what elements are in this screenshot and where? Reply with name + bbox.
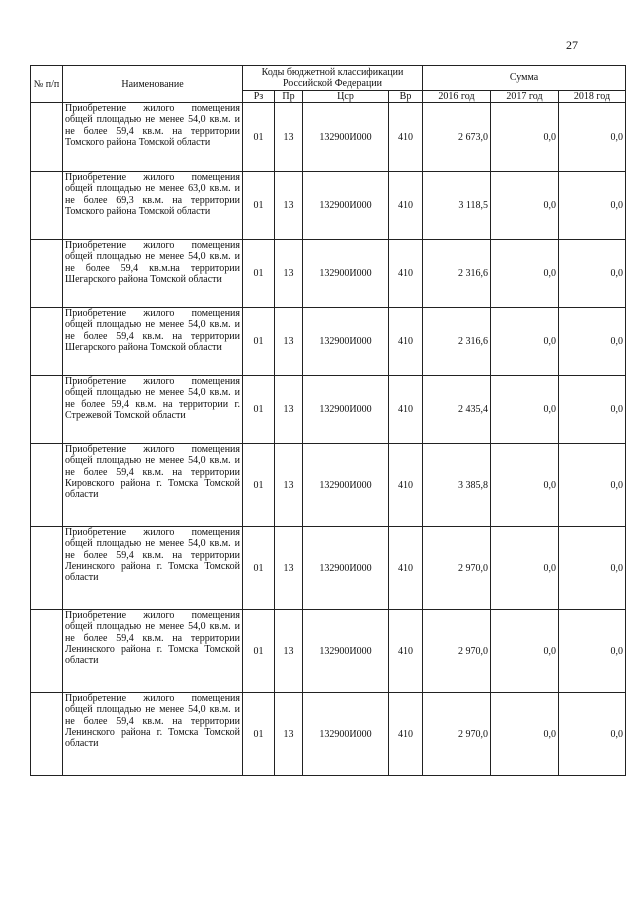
row-rz: 01 [243, 693, 275, 776]
row-num [31, 240, 63, 308]
header-2017: 2017 год [491, 91, 559, 103]
row-2016: 2 970,0 [423, 610, 491, 693]
row-rz: 01 [243, 172, 275, 240]
row-vr: 410 [389, 527, 423, 610]
row-pr: 13 [275, 693, 303, 776]
row-rz: 01 [243, 444, 275, 527]
row-vr: 410 [389, 308, 423, 376]
row-vr: 410 [389, 693, 423, 776]
row-2018: 0,0 [559, 308, 626, 376]
header-sum-group: Сумма [423, 66, 626, 91]
row-name: Приобретение жилого помещения общей площадью не менее 54,0 кв.м. и не более 59,4 кв.м. на территории Кировского района г. Томска Томской области [63, 444, 243, 527]
row-name: Приобретение жилого помещения общей площадью не менее 54,0 кв.м. и не более 59,4 кв.м. на территории Ленинского района г. Томска Томской области [63, 693, 243, 776]
row-pr: 13 [275, 172, 303, 240]
row-num [31, 376, 63, 444]
row-vr: 410 [389, 103, 423, 172]
header-name: Наименование [63, 66, 243, 103]
row-csr: 132900И000 [303, 103, 389, 172]
page-number: 27 [566, 38, 578, 52]
row-rz: 01 [243, 376, 275, 444]
row-num [31, 444, 63, 527]
row-num [31, 103, 63, 172]
row-2017: 0,0 [491, 172, 559, 240]
row-2017: 0,0 [491, 376, 559, 444]
row-2018: 0,0 [559, 693, 626, 776]
row-rz: 01 [243, 308, 275, 376]
budget-table [30, 65, 626, 776]
row-pr: 13 [275, 527, 303, 610]
table-row [31, 693, 626, 776]
row-2016: 3 118,5 [423, 172, 491, 240]
row-num [31, 693, 63, 776]
header-2018: 2018 год [559, 91, 626, 103]
row-pr: 13 [275, 376, 303, 444]
row-rz: 01 [243, 103, 275, 172]
header-rz: Рз [243, 91, 275, 103]
row-2016: 2 316,6 [423, 240, 491, 308]
row-pr: 13 [275, 444, 303, 527]
row-name: Приобретение жилого помещения общей площадью не менее 63,0 кв.м. и не более 69,3 кв.м. на территории Томского района Томской области [63, 172, 243, 240]
table-row [31, 527, 626, 610]
header-2016: 2016 год [423, 91, 491, 103]
row-vr: 410 [389, 444, 423, 527]
row-2018: 0,0 [559, 444, 626, 527]
row-2016: 3 385,8 [423, 444, 491, 527]
row-csr: 132900И000 [303, 308, 389, 376]
header-pr: Пр [275, 91, 303, 103]
row-rz: 01 [243, 240, 275, 308]
table-row [31, 172, 626, 240]
row-2017: 0,0 [491, 444, 559, 527]
table-row [31, 610, 626, 693]
row-csr: 132900И000 [303, 610, 389, 693]
row-name: Приобретение жилого помещения общей площадью не менее 54,0 кв.м. и не более 59,4 кв.м. на территории Шегарского района Томской области [63, 308, 243, 376]
row-vr: 410 [389, 172, 423, 240]
row-name: Приобретение жилого помещения общей площадью не менее 54,0 кв.м. и не более 59,4 кв.м. на территории Ленинского района г. Томска Томской области [63, 527, 243, 610]
row-csr: 132900И000 [303, 172, 389, 240]
header-csr: Цср [303, 91, 389, 103]
row-csr: 132900И000 [303, 240, 389, 308]
table-row [31, 103, 626, 172]
row-2016: 2 435,4 [423, 376, 491, 444]
row-2017: 0,0 [491, 103, 559, 172]
row-csr: 132900И000 [303, 693, 389, 776]
row-2018: 0,0 [559, 172, 626, 240]
row-2016: 2 316,6 [423, 308, 491, 376]
row-2017: 0,0 [491, 610, 559, 693]
table-row [31, 376, 626, 444]
row-name: Приобретение жилого помещения общей площадью не менее 54,0 кв.м. и не более 59,4 кв.м.на территории Шегарского района Томской области [63, 240, 243, 308]
table-row [31, 240, 626, 308]
row-name: Приобретение жилого помещения общей площадью не менее 54,0 кв.м. и не более 59,4 кв.м. на территории Ленинского района г. Томска Томской области [63, 610, 243, 693]
row-2016: 2 970,0 [423, 527, 491, 610]
header-row-top [31, 66, 626, 91]
header-codes-group: Коды бюджетной классификации Российской Федерации [243, 66, 423, 91]
row-2017: 0,0 [491, 527, 559, 610]
row-vr: 410 [389, 376, 423, 444]
table-row [31, 444, 626, 527]
row-2018: 0,0 [559, 376, 626, 444]
row-2018: 0,0 [559, 103, 626, 172]
row-num [31, 308, 63, 376]
row-rz: 01 [243, 610, 275, 693]
row-num [31, 610, 63, 693]
row-2017: 0,0 [491, 308, 559, 376]
row-name: Приобретение жилого помещения общей площадью не менее 54,0 кв.м. и не более 59,4 кв.м. на территории г. Стрежевой Томской области [63, 376, 243, 444]
row-num [31, 527, 63, 610]
header-num: № п/п [31, 66, 63, 103]
row-2016: 2 673,0 [423, 103, 491, 172]
row-vr: 410 [389, 240, 423, 308]
row-2018: 0,0 [559, 610, 626, 693]
row-pr: 13 [275, 308, 303, 376]
row-csr: 132900И000 [303, 376, 389, 444]
row-vr: 410 [389, 610, 423, 693]
row-name: Приобретение жилого помещения общей площадью не менее 54,0 кв.м. и не более 59,4 кв.м. на территории Томского района Томской области [63, 103, 243, 172]
row-2017: 0,0 [491, 693, 559, 776]
row-pr: 13 [275, 610, 303, 693]
row-pr: 13 [275, 103, 303, 172]
row-csr: 132900И000 [303, 527, 389, 610]
header-vr: Вр [389, 91, 423, 103]
row-2017: 0,0 [491, 240, 559, 308]
row-csr: 132900И000 [303, 444, 389, 527]
table-row [31, 308, 626, 376]
row-rz: 01 [243, 527, 275, 610]
row-pr: 13 [275, 240, 303, 308]
row-2018: 0,0 [559, 527, 626, 610]
row-2016: 2 970,0 [423, 693, 491, 776]
row-2018: 0,0 [559, 240, 626, 308]
row-num [31, 172, 63, 240]
